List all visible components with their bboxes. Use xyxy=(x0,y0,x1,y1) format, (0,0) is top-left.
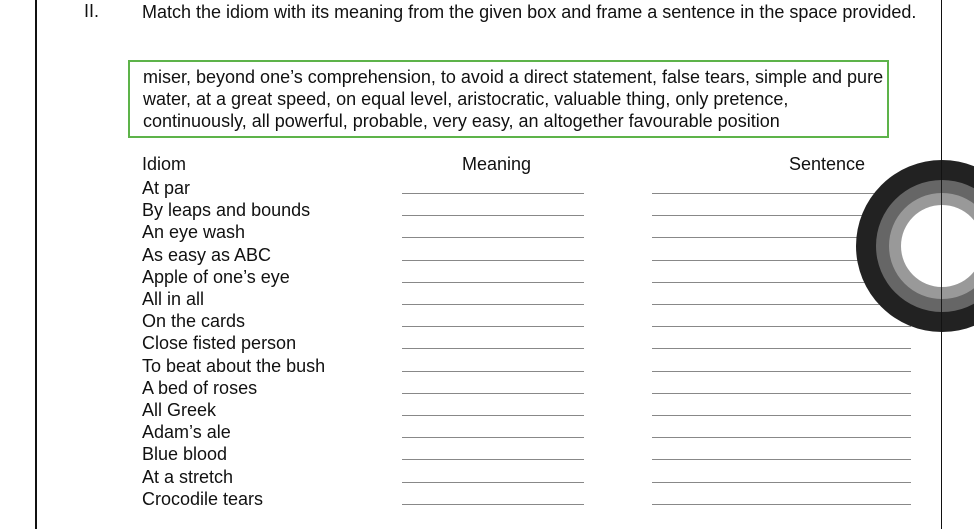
idiom-row xyxy=(0,177,974,199)
meaning-blank[interactable] xyxy=(402,304,584,305)
sentence-blank[interactable] xyxy=(652,437,911,438)
header-idiom: Idiom xyxy=(142,154,187,174)
sentence-blank[interactable] xyxy=(652,326,911,327)
idiom-text: All in all xyxy=(142,289,205,309)
idiom-text: An eye wash xyxy=(142,222,246,243)
sentence-blank[interactable] xyxy=(652,415,911,416)
idiom-row xyxy=(0,199,974,221)
sentence-blank[interactable] xyxy=(652,459,911,460)
meaning-blank[interactable] xyxy=(402,260,584,261)
idiom-row xyxy=(0,266,974,288)
idiom-row xyxy=(0,332,974,354)
idiom-text: At par xyxy=(142,178,191,198)
idiom-row xyxy=(0,443,974,465)
header-sentence: Sentence xyxy=(789,154,866,174)
idiom-text: On the cards xyxy=(142,311,246,332)
sentence-blank[interactable] xyxy=(652,304,911,305)
meaning-blank[interactable] xyxy=(402,459,584,460)
idiom-text: Blue blood xyxy=(142,444,228,465)
idiom-row xyxy=(0,488,974,510)
meaning-blank[interactable] xyxy=(402,437,584,438)
idiom-text: Adam’s ale xyxy=(142,422,231,443)
meaning-blank[interactable] xyxy=(402,371,584,372)
header-meaning: Meaning xyxy=(462,154,532,174)
idiom-row xyxy=(0,244,974,266)
idiom-text: At a stretch xyxy=(142,466,234,487)
idiom-row xyxy=(0,377,974,399)
idiom-row xyxy=(0,355,974,377)
meaning-blank[interactable] xyxy=(402,237,584,238)
meaning-blank[interactable] xyxy=(402,504,584,505)
idiom-text: To beat about the bush xyxy=(142,355,326,376)
idiom-text: Close fisted person xyxy=(142,333,297,354)
idiom-text: As easy as ABC xyxy=(142,244,272,265)
meaning-blank[interactable] xyxy=(402,482,584,483)
meaning-blank[interactable] xyxy=(402,393,584,394)
question-instruction: Match the idiom with its meaning from the given box and frame a sentence in the space provided. xyxy=(142,2,917,22)
idiom-text: A bed of roses xyxy=(142,377,258,398)
meaning-blank[interactable] xyxy=(402,326,584,327)
idiom-text: Apple of one’s eye xyxy=(142,266,290,287)
idiom-text: All Greek xyxy=(142,400,217,420)
meaning-blank[interactable] xyxy=(402,215,584,216)
idiom-row xyxy=(0,399,974,421)
idiom-text: Crocodile tears xyxy=(142,488,264,509)
sentence-blank[interactable] xyxy=(652,348,911,349)
meaning-blank[interactable] xyxy=(402,282,584,283)
idiom-row xyxy=(0,221,974,243)
meaning-blank[interactable] xyxy=(402,348,584,349)
idiom-text: By leaps and bounds xyxy=(142,200,311,221)
idiom-row xyxy=(0,466,974,488)
sentence-blank[interactable] xyxy=(652,393,911,394)
sentence-blank[interactable] xyxy=(652,482,911,483)
idiom-row xyxy=(0,310,974,332)
sentence-blank[interactable] xyxy=(652,504,911,505)
sentence-blank[interactable] xyxy=(652,371,911,372)
idiom-row xyxy=(0,288,974,310)
word-box: miser, beyond one’s comprehension, to avoid a direct statement, false tears, simple and pure water, at a great speed, on equal level, aristocratic, valuable thing, only pretence, continuously, all powerful, probable, very easy, an altogether favourable position xyxy=(128,60,889,138)
meaning-blank[interactable] xyxy=(402,415,584,416)
question-number: II. xyxy=(84,1,100,21)
idiom-row xyxy=(0,421,974,443)
meaning-blank[interactable] xyxy=(402,193,584,194)
